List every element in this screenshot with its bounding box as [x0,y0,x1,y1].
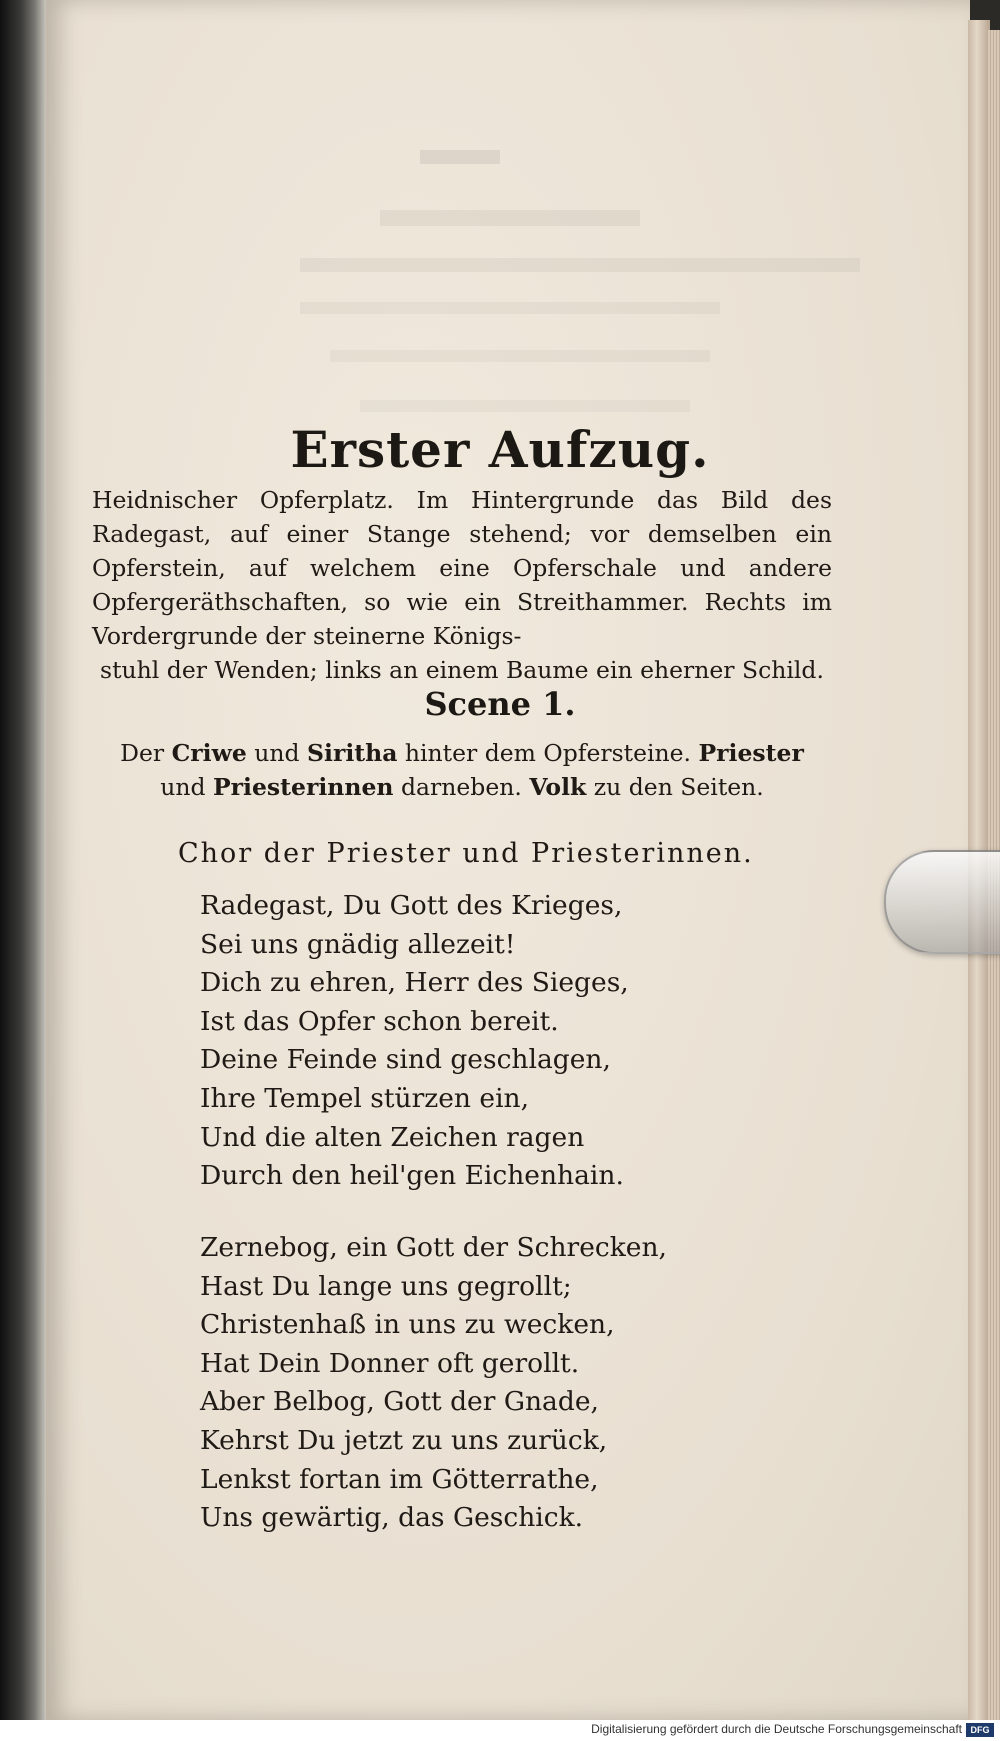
verse-line: Deine Feinde sind geschlagen, [200,1044,611,1076]
page-clip [884,850,1000,954]
verse-line: Lenkst fortan im Götterrathe, [200,1463,599,1495]
verse-line: Christenhaß in uns zu wecken, [200,1309,615,1341]
person-name: Criwe [171,739,247,767]
persons-text: zu den Seiten. [586,773,764,801]
stage-line: Heidnischer Opferplatz. Im Hintergrunde das Bild des Radegast, [92,486,832,548]
verse-line: Ihre Tempel stürzen ein, [200,1082,530,1114]
verse-line: Und die alten Zeichen ragen [200,1121,585,1153]
chorus-heading: Chor der Priester und Priesterinnen. [178,838,754,869]
person-name: Priester [698,739,804,767]
verse-line: Ist das Opfer schon bereit. [200,1005,559,1037]
verse-line: Sei uns gnädig allezeit! [200,928,516,960]
stage-line: ein Streithammer. Rechts im Vordergrunde der steinerne Königs- [92,588,832,650]
persons-text: darneben. [393,773,530,801]
verse-line: Aber Belbog, Gott der Gnade, [200,1386,599,1418]
verse-line: Dich zu ehren, Herr des Sieges, [200,967,629,999]
persons-text: hinter dem Opfersteine. [397,739,699,767]
stanza-1 [200,887,629,1196]
persons-text: und [160,773,213,801]
verse-line: Uns gewärtig, das Geschick. [200,1502,584,1534]
verse-line: Zernebog, ein Gott der Schrecken, [200,1232,667,1263]
dfg-logo: DFG [966,1723,994,1737]
verse-line: Hast Du lange uns gegrollt; [200,1270,572,1302]
stanza-2 [200,1229,667,1538]
stage-line: stuhl der Wenden; links an einem Baume ein eherner Schild. [100,656,824,684]
verse-line: Kehrst Du jetzt zu uns zurück, [200,1424,608,1456]
show-through-lines [300,150,860,450]
person-name: Volk [529,773,587,801]
show-through-text [300,150,860,450]
digitization-credit: Digitalisierung gefördert durch die Deutsche Forschungsgemeinschaft [591,1722,962,1736]
stage-line: auf einer Stange stehend; vor demselben ein Opferstein, auf [92,520,832,582]
verse-line: Durch den heil'gen Eichenhain. [200,1160,624,1192]
person-name: Priesterinnen [213,773,394,801]
act-title: Erster Aufzug. [290,420,710,479]
persons-text: und [246,739,308,767]
stage-line: welchem eine Opferschale und andere Opfergeräthschaften, so wie [92,554,832,616]
verse-line: Radegast, Du Gott des Krieges, [200,890,623,921]
scene-persons [92,736,832,804]
persons-text: Der [120,739,172,767]
scene-title: Scene 1. [424,685,576,723]
book-spine-edge [0,0,46,1741]
stage-direction [92,483,832,687]
verse-line: Hat Dein Donner oft gerollt. [200,1347,580,1379]
person-name: Siritha [307,739,398,767]
